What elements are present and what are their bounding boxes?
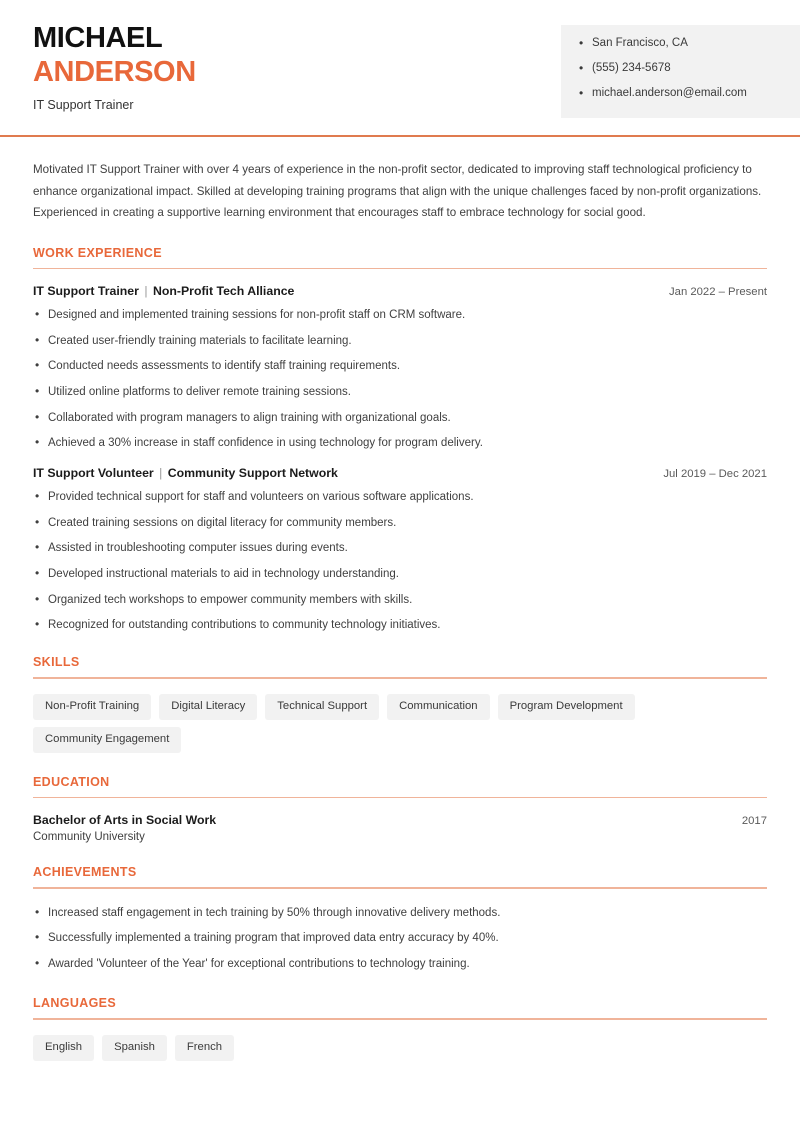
title-separator: |: [144, 284, 148, 299]
list-item: • Created user-friendly training materials to facilitate learning.: [33, 333, 767, 349]
section-underline: [33, 887, 767, 889]
experience-company: Community Support Network: [167, 466, 338, 481]
section-title-education: EDUCATION: [33, 774, 110, 789]
experience-role: IT Support Trainer: [33, 284, 139, 299]
experience-entry: [33, 466, 767, 633]
last-name: ANDERSON: [33, 55, 196, 88]
professional-summary: Motivated IT Support Trainer with over 4 years of experience in the non-profit sector, dedicated to improving staff technological proficiency to enhance organizational impact. Skilled at developing training programs that align with the unique challenges faced by non-profit organizations. Experienced in creating a supportive learning environment that encourages staff to embrace technology for social good.: [33, 163, 762, 220]
education-degree: Bachelor of Arts in Social Work: [33, 813, 217, 828]
section-underline: [33, 268, 767, 270]
list-item: • Conducted needs assessments to identify staff training requirements.: [33, 358, 767, 374]
education-year: 2017: [741, 815, 767, 828]
experience-title-line: [33, 466, 338, 480]
header-identity: [0, 0, 196, 112]
experience-company: Non-Profit Tech Alliance: [152, 284, 295, 299]
list-item: • Created training sessions on digital literacy for community members.: [33, 515, 767, 531]
skill-pill: Non-Profit Training: [33, 694, 151, 720]
list-item: • Designed and implemented training sessions for non-profit staff on CRM software.: [33, 307, 767, 323]
languages-pill-list: [33, 1035, 723, 1061]
experience-bullets: [33, 307, 767, 451]
list-item: • Achieved a 30% increase in staff confidence in using technology for program delivery.: [33, 435, 767, 451]
experience-entry: [33, 284, 767, 451]
section-underline: [33, 677, 767, 679]
section-languages: [33, 996, 767, 1060]
skill-pill: Communication: [387, 694, 489, 720]
contact-location: • San Francisco, CA: [579, 37, 800, 51]
skills-pill-list: [33, 694, 723, 753]
contact-phone[interactable]: • (555) 234-5678: [579, 62, 800, 76]
first-name: MICHAEL: [33, 22, 163, 54]
experience-date: Jan 2022 – Present: [669, 286, 767, 299]
skill-pill: Community Engagement: [33, 727, 181, 753]
section-skills: [33, 655, 767, 752]
achievements-bullets: [33, 905, 767, 972]
experience-title-line: [33, 284, 294, 298]
language-pill: Spanish: [102, 1035, 167, 1061]
list-item: • Successfully implemented a training program that improved data entry accuracy by 40%.: [33, 930, 767, 946]
resume-header: [0, 0, 800, 135]
list-item: • Collaborated with program managers to align training with organizational goals.: [33, 410, 767, 426]
list-item: • Assisted in troubleshooting computer issues during events.: [33, 540, 767, 556]
list-item: • Organized tech workshops to empower community members with skills.: [33, 592, 767, 608]
list-item: • Awarded 'Volunteer of the Year' for exceptional contributions to technology training.: [33, 956, 767, 972]
list-item: • Increased staff engagement in tech training by 50% through innovative delivery methods.: [33, 905, 767, 921]
skill-pill: Program Development: [498, 694, 635, 720]
language-pill: French: [175, 1035, 234, 1061]
section-underline: [33, 797, 767, 799]
experience-entry-header: [33, 466, 767, 480]
education-school: Community University: [33, 831, 145, 844]
list-item: • Recognized for outstanding contributions to community technology initiatives.: [33, 617, 767, 633]
section-education: [33, 775, 767, 844]
section-underline: [33, 1018, 767, 1020]
job-title: IT Support Trainer: [33, 98, 134, 113]
education-entry-header: [33, 813, 767, 827]
experience-entry-header: [33, 284, 767, 298]
title-separator: |: [159, 466, 163, 481]
list-item: • Provided technical support for staff and volunteers on various software applications.: [33, 489, 767, 505]
list-item: • Developed instructional materials to aid in technology understanding.: [33, 566, 767, 582]
resume-body: [0, 159, 800, 1061]
section-title-work-experience: WORK EXPERIENCE: [33, 245, 162, 260]
section-work-experience: [33, 246, 767, 634]
list-item: • Utilized online platforms to deliver remote training sessions.: [33, 384, 767, 400]
section-title-skills: SKILLS: [33, 655, 80, 670]
experience-bullets: [33, 489, 767, 633]
experience-date: Jul 2019 – Dec 2021: [663, 468, 767, 481]
section-title-languages: LANGUAGES: [33, 996, 117, 1011]
contact-block: [561, 25, 800, 118]
language-pill: English: [33, 1035, 94, 1061]
skill-pill: Technical Support: [265, 694, 379, 720]
skill-pill: Digital Literacy: [159, 694, 257, 720]
contact-email[interactable]: • michael.anderson@email.com: [579, 87, 800, 101]
section-title-achievements: ACHIEVEMENTS: [33, 865, 137, 880]
header-divider: [0, 135, 800, 137]
section-achievements: [33, 865, 767, 972]
experience-role: IT Support Volunteer: [33, 466, 154, 481]
